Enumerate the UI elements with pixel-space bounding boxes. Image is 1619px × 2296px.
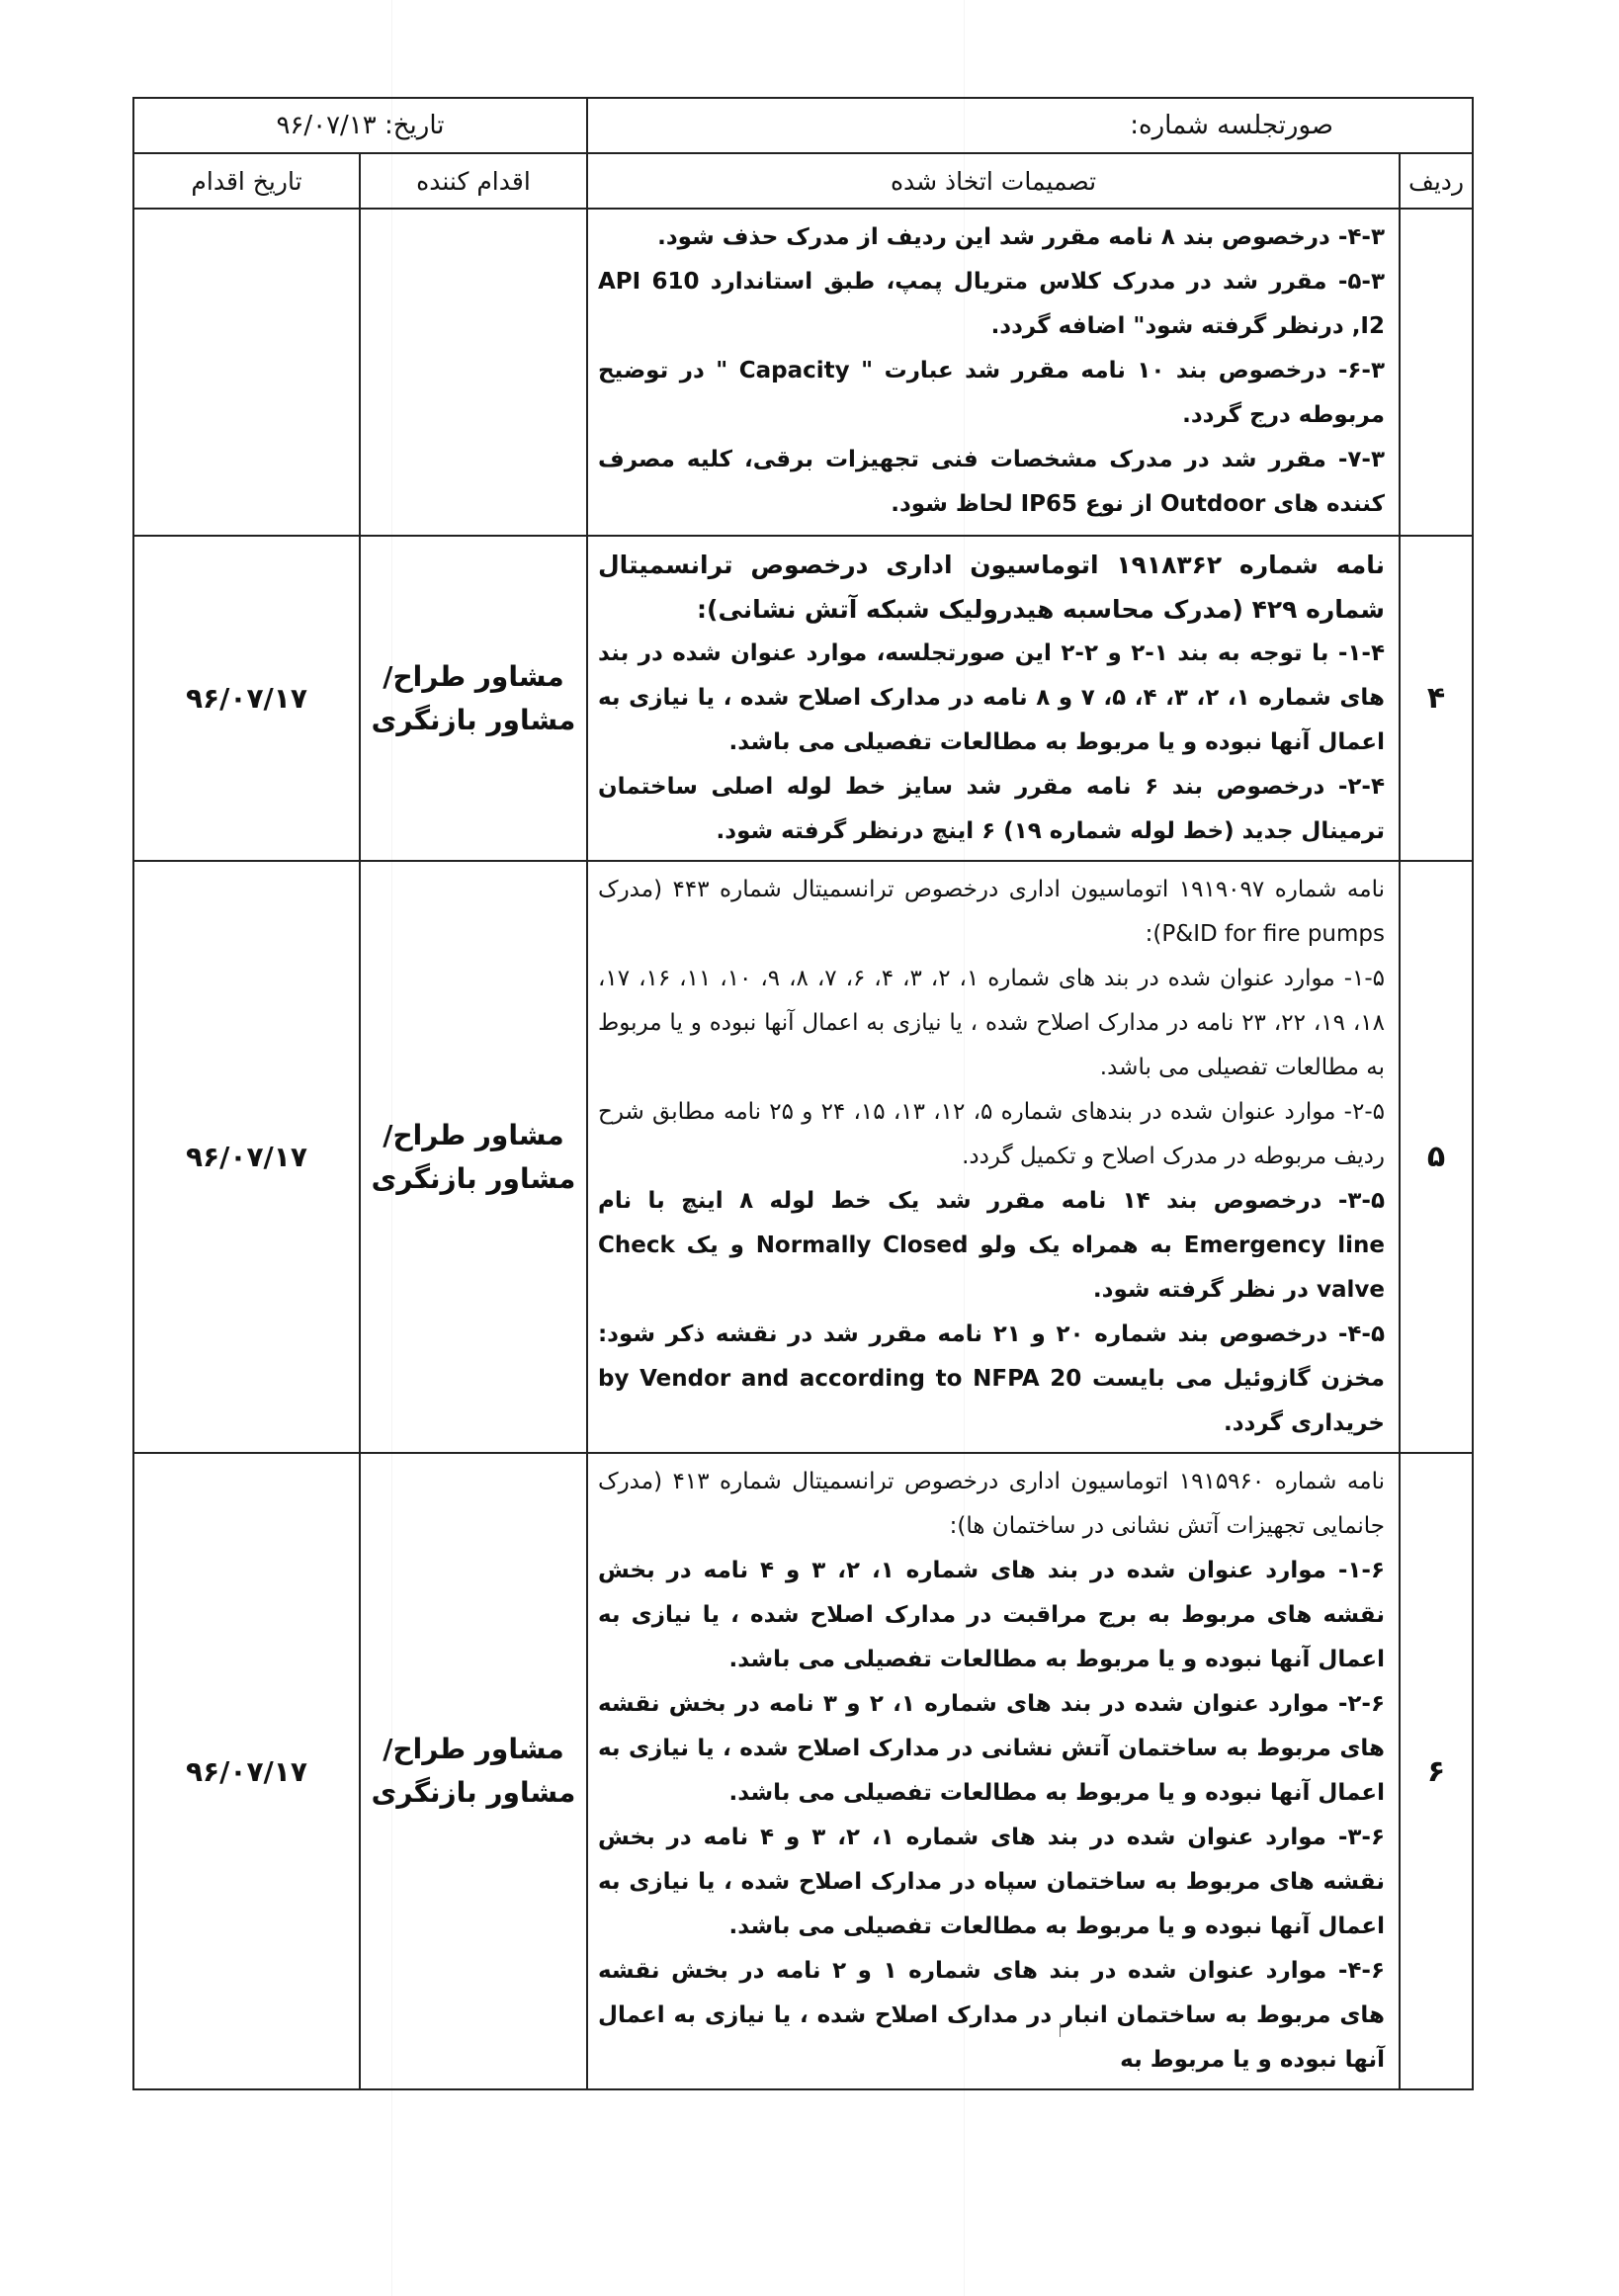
column-header-actor: اقدام کننده: [360, 153, 587, 209]
minutes-table-sheet: [134, 97, 1474, 2090]
decision-paragraph: ۳-۵- درخصوص بند ۱۴ نامه مقرر شد یک خط لوله ۸ اینچ با نام Emergency line به همراه یک ولو Normally Closed و یک Check valve در نظر گرفته شود.: [597, 1188, 1385, 1303]
decision-paragraph: نامه شماره ۱۹۱۹۰۹۷ اتوماسیون اداری درخصوص ترانسمیتال شماره ۴۴۳ (مدرک P&ID for fire pumps):: [597, 877, 1385, 947]
action-date: ۹۶/۰۷/۱۷: [133, 1453, 360, 2089]
actor-cell: [360, 536, 587, 861]
row-number: ۵: [1400, 861, 1473, 1453]
decision-paragraph: ۶-۳- درخصوص بند ۱۰ نامه مقرر شد عبارت " Capacity " در توضیح مربوطه درج گردد.: [597, 358, 1386, 428]
column-header-row: [133, 153, 1473, 209]
date-value: ۹۶/۰۷/۱۳: [276, 111, 377, 140]
date-label: تاریخ:: [384, 111, 445, 140]
decision-paragraph: نامه شماره ۱۹۱۸۳۶۲ اتوماسیون اداری درخصوص ترانسمیتال شماره ۴۲۹ (مدرک محاسبه هیدرولیک شبکه آتش نشانی):: [597, 551, 1385, 624]
action-date: [133, 209, 360, 536]
row-number: ۴: [1400, 536, 1473, 861]
decision-paragraph: ۷-۳- مقرر شد در مدرک مشخصات فنی تجهیزات برقی، کلیه مصرف کننده های Outdoor از نوع IP65 لحاظ شود.: [597, 447, 1385, 517]
decision-cell: [587, 861, 1400, 1453]
actor-line: مشاور طراح/: [383, 659, 564, 693]
actor-line: مشاور بازنگری: [371, 1161, 576, 1195]
table-row: [133, 536, 1473, 861]
decision-paragraph: ۲-۵- موارد عنوان شده در بندهای شماره ۵، ۱۲، ۱۳، ۱۵، ۲۴ و ۲۵ نامه مطابق شرح ردیف مربوطه در مدرک اصلاح و تکمیل گردد.: [597, 1099, 1385, 1169]
actor-cell: [360, 1453, 587, 2089]
scan-mark: [1060, 2023, 1061, 2037]
table-row: [133, 209, 1473, 536]
decision-paragraph: ۴-۶- موارد عنوان شده در بند های شماره ۱ و ۲ نامه در بخش نقشه های مربوط به ساختمان انبار در مدارک اصلاح شده ، یا نیازی به اعمال آنها نبوده و یا مربوط به: [597, 1958, 1385, 2073]
decision-paragraph: ۱-۴- با توجه به بند ۱-۲ و ۲-۲ این صورتجلسه، موارد عنوان شده در بند های شماره ۱، ۲، ۳، ۴، ۵، ۷ و ۸ نامه در مدارک اصلاح شده ، یا نیازی به اعمال آنها نبوده و یا مربوط به مطالعات تفصیلی می باشد.: [597, 640, 1385, 755]
meeting-date: [133, 98, 587, 153]
decision-cell: [587, 536, 1400, 861]
decision-paragraph: ۴-۵- درخصوص بند شماره ۲۰ و ۲۱ نامه مقرر شد در نقشه ذکر شود: مخزن گازوئیل می بایست by Vendor and according to NFPA 20 خریداری گردد.: [597, 1321, 1385, 1436]
decision-paragraph: نامه شماره ۱۹۱۵۹۶۰ اتوماسیون اداری درخصوص ترانسمیتال شماره ۴۱۳ (مدرک جانمایی تجهیزات آتش نشانی در ساختمان ها):: [597, 1469, 1385, 1539]
actor-cell: [360, 861, 587, 1453]
action-date: ۹۶/۰۷/۱۷: [133, 861, 360, 1453]
action-date: ۹۶/۰۷/۱۷: [133, 536, 360, 861]
decision-paragraph: ۳-۶- موارد عنوان شده در بند های شماره ۱، ۲، ۳ و ۴ نامه در بخش نقشه های مربوط به ساختمان سپاه در مدارک اصلاح شده ، یا نیازی به اعمال آنها نبوده و یا مربوط به مطالعات تفصیلی می باشد.: [597, 1825, 1385, 1939]
actor-line: مشاور بازنگری: [371, 1776, 576, 1809]
column-header-row-no: ردیف: [1400, 153, 1473, 209]
decision-paragraph: ۱-۶- موارد عنوان شده در بند های شماره ۱، ۲، ۳ و ۴ نامه در بخش نقشه های مربوط به برج مراقبت در مدارک اصلاح شده ، یا نیازی به اعمال آنها نبوده و یا مربوط به مطالعات تفصیلی می باشد.: [597, 1558, 1385, 1672]
decision-paragraph: ۴-۳- درخصوص بند ۸ نامه مقرر شد این ردیف از مدرک حذف شود.: [657, 224, 1385, 250]
decision-cell: [587, 209, 1400, 536]
decision-cell: [587, 1453, 1400, 2089]
row-number: [1400, 209, 1473, 536]
actor-line: مشاور طراح/: [383, 1733, 564, 1765]
minutes-table: [132, 97, 1474, 2090]
row-number: ۶: [1400, 1453, 1473, 2089]
actor-cell: [360, 209, 587, 536]
column-header-decisions: تصمیمات اتخاذ شده: [587, 153, 1400, 209]
minutes-number-label: صورتجلسه شماره:: [587, 98, 1473, 153]
decision-paragraph: ۵-۳- مقرر شد در مدرک کلاس متریال پمپ، طبق استاندارد API 610 ,I2 درنظر گرفته شود" اضافه گردد.: [597, 269, 1385, 339]
actor-line: مشاور بازنگری: [371, 703, 576, 736]
table-row: [133, 1453, 1473, 2089]
decision-paragraph: ۲-۴- درخصوص بند ۶ نامه مقرر شد سایز خط لوله اصلی ساختمان ترمینال جدید (خط لوله شماره ۱۹) ۶ اینچ درنظر گرفته شود.: [597, 774, 1385, 844]
column-header-action-date: تاریخ اقدام: [133, 153, 360, 209]
table-row: [133, 861, 1473, 1453]
decision-paragraph: ۱-۵- موارد عنوان شده در بند های شماره ۱، ۲، ۳، ۴، ۶، ۷، ۸، ۹، ۱۰، ۱۱، ۱۶، ۱۷، ۱۸، ۱۹، ۲۲، ۲۳ نامه در مدارک اصلاح شده ، یا نیازی به اعمال آنها نبوده و یا مربوط به مطالعات تفصیلی می باشد.: [597, 966, 1386, 1080]
actor-line: مشاور طراح/: [383, 1118, 564, 1151]
header-row: [133, 98, 1473, 153]
decision-paragraph: ۲-۶- موارد عنوان شده در بند های شماره ۱، ۲ و ۳ نامه در بخش نقشه های مربوط به ساختمان آتش نشانی در مدارک اصلاح شده ، یا نیازی به اعمال آنها نبوده و یا مربوط به مطالعات تفصیلی می باشد.: [597, 1691, 1386, 1806]
